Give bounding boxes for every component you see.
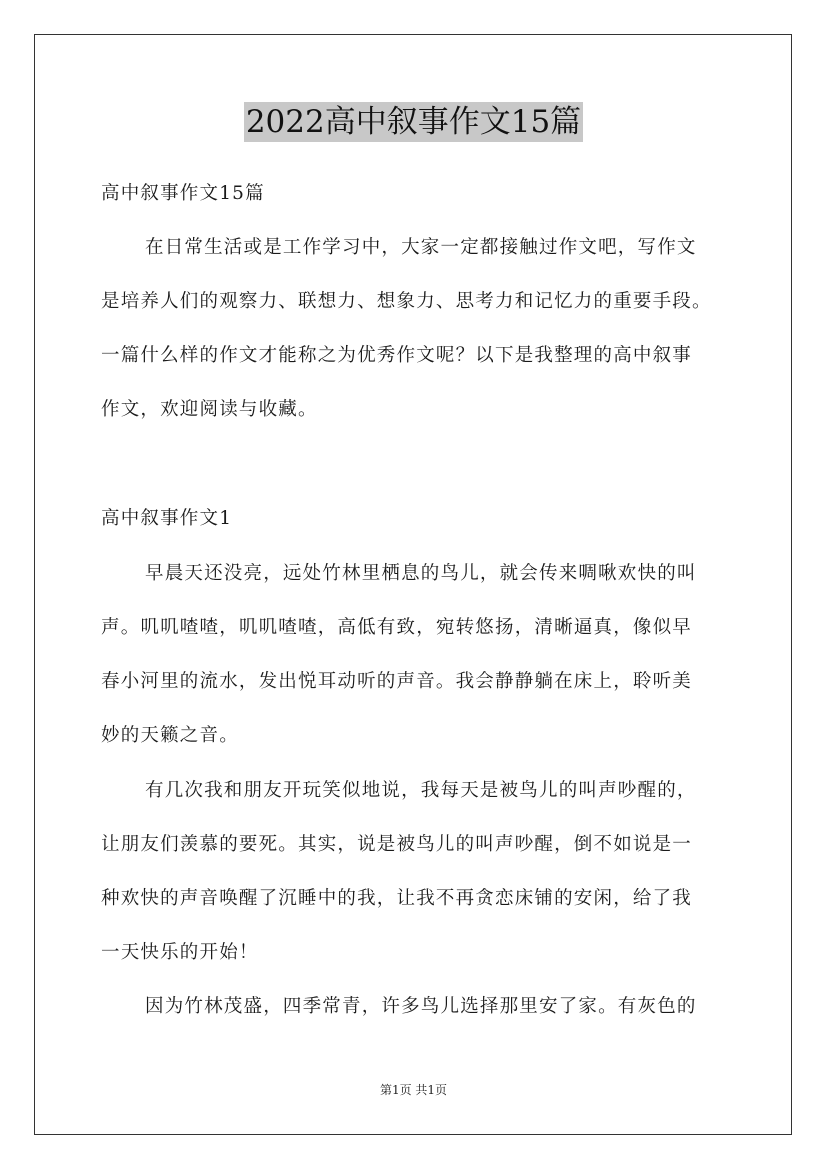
document-subtitle: 高中叙事作文15篇 — [101, 183, 265, 204]
para1-line-2: 声。叽叽喳喳，叽叽喳喳，高低有致，宛转悠扬，清晰逼真，像似早 — [101, 617, 693, 638]
intro-line-4: 作文，欢迎阅读与收藏。 — [101, 399, 318, 420]
para1-line-4: 妙的天籁之音。 — [101, 725, 239, 746]
document-title: 2022高中叙事作文15篇 — [245, 104, 582, 140]
para2-line-1: 有几次我和朋友开玩笑似地说，我每天是被鸟儿的叫声吵醒的， — [145, 780, 697, 801]
intro-line-2: 是培养人们的观察力、联想力、想象力、思考力和记忆力的重要手段。 — [101, 291, 712, 312]
intro-line-1: 在日常生活或是工作学习中，大家一定都接触过作文吧，写作文 — [145, 237, 697, 258]
para2-line-2: 让朋友们羡慕的要死。其实，说是被鸟儿的叫声吵醒，倒不如说是一 — [101, 834, 693, 855]
title-container — [0, 102, 827, 142]
para2-line-3: 种欢快的声音唤醒了沉睡中的我，让我不再贪恋床铺的安闲，给了我 — [101, 888, 693, 909]
para1-line-3: 春小河里的流水，发出悦耳动听的声音。我会静静躺在床上，聆听美 — [101, 671, 693, 692]
section-heading: 高中叙事作文1 — [101, 508, 233, 529]
para1-line-1: 早晨天还没亮，远处竹林里栖息的鸟儿，就会传来啁啾欢快的叫 — [145, 563, 697, 584]
page-footer: 第1页 共1页 — [379, 1083, 448, 1097]
intro-line-3: 一篇什么样的作文才能称之为优秀作文呢？以下是我整理的高中叙事 — [101, 345, 693, 366]
para3-line-1: 因为竹林茂盛，四季常青，许多鸟儿选择那里安了家。有灰色的 — [145, 996, 697, 1017]
para2-line-4: 一天快乐的开始！ — [101, 942, 259, 963]
